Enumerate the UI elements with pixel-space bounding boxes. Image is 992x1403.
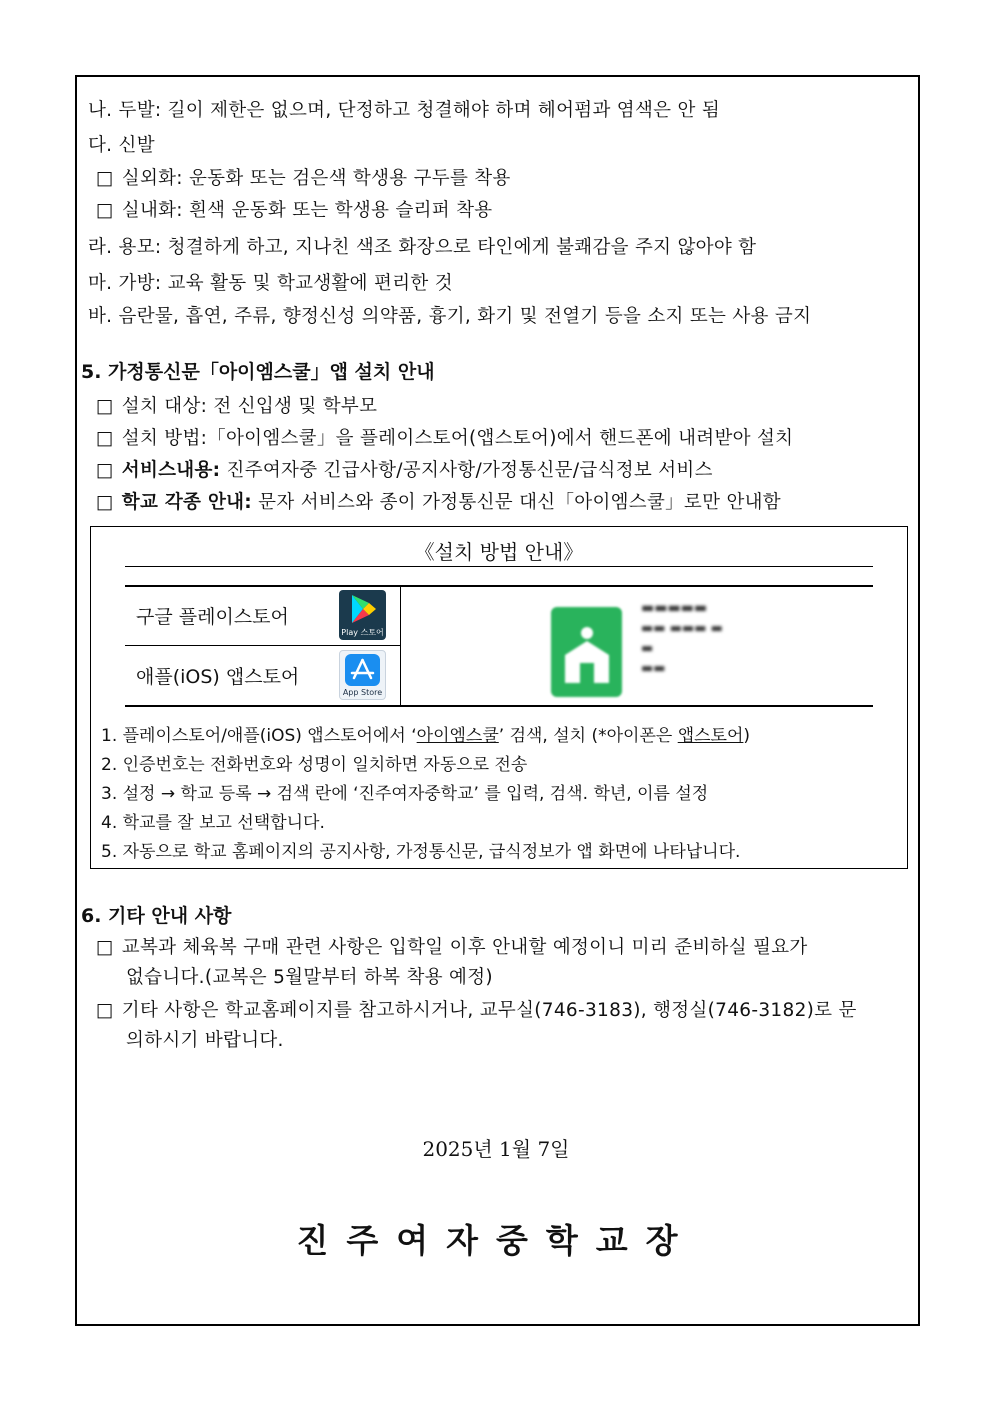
contact-note-item xyxy=(96,996,857,1022)
step-1-text-mid: ’ 검색, 설치 (*아이폰은 xyxy=(498,726,678,746)
service-text: 진주여자중 긴급사항/공지사항/가정통신문/급식정보 서비스 xyxy=(220,460,713,481)
checkbox-icon: □ xyxy=(96,492,114,513)
uniform-note-item xyxy=(96,933,808,959)
step-1-app-name: 아이엠스쿨 xyxy=(416,726,499,746)
bag-rule: 마. 가방: 교육 활동 및 학교생활에 편리한 것 xyxy=(88,273,453,294)
uniform-note-line1: 교복과 체육복 구매 관련 사항은 입학일 이후 안내할 예정이니 미리 준비하실 필요가 xyxy=(121,937,808,958)
divider xyxy=(125,705,873,707)
app-store-icon xyxy=(339,650,386,700)
indoor-shoes-text: 실내화: 흰색 운동화 또는 학생용 슬리퍼 착용 xyxy=(121,200,493,221)
principal-signature: 진주여자중학교장 xyxy=(296,1221,696,1260)
shoes-heading: 다. 신발 xyxy=(88,135,155,156)
google-play-caption: Play 스토어 xyxy=(341,628,384,637)
checkbox-icon: □ xyxy=(96,168,114,189)
outdoor-shoes-item xyxy=(96,164,511,190)
install-step-5: 5. 자동으로 학교 홈페이지의 공지사항, 가정통신문, 급식정보가 앱 화면에 나타납니다. xyxy=(101,842,741,862)
play-triangle-icon xyxy=(339,590,386,630)
install-method-item xyxy=(96,424,793,450)
appearance-rule: 라. 용모: 청결하게 하고, 지나친 색조 화장으로 타인에게 불쾌감을 주지 않아야 함 xyxy=(88,237,757,258)
uniform-note-line2: 없습니다.(교복은 5월말부터 하복 착용 예정) xyxy=(126,967,493,988)
contact-note-line1: 기타 사항은 학교홈페이지를 참고하시거나, 교무실(746-3183), 행정실(746-3182)로 문 xyxy=(121,1000,857,1021)
install-step-4: 4. 학교를 잘 보고 선택합니다. xyxy=(101,813,325,833)
divider xyxy=(125,585,873,587)
install-step-3: 3. 설정 → 학교 등록 → 검색 란에 ‘진주여자중학교’ 를 입력, 검색. 학년, 이름 설정 xyxy=(101,784,709,804)
step-1-text: 1. 플레이스토어/애플(iOS) 앱스토어에서 ‘ xyxy=(101,726,417,746)
checkbox-icon: □ xyxy=(96,937,114,958)
outdoor-shoes-text: 실외화: 운동화 또는 검은색 학생용 구두를 착용 xyxy=(121,168,511,189)
notice-item xyxy=(96,488,781,514)
notice-label: 학교 각종 안내: xyxy=(121,492,252,513)
service-label: 서비스내용: xyxy=(121,460,221,481)
checkbox-icon: □ xyxy=(96,396,114,417)
app-store-caption: App Store xyxy=(342,688,383,697)
notice-text: 문자 서비스와 종이 가정통신문 대신「아이엠스쿨」로만 안내함 xyxy=(252,492,781,513)
divider xyxy=(400,587,401,705)
hair-rule: 나. 두발: 길이 제한은 없으며, 단정하고 청결해야 하며 헤어펌과 염색은 안 됨 xyxy=(88,100,721,121)
install-method-text: 설치 방법:「아이엠스쿨」을 플레이스토어(앱스토어)에서 핸드폰에 내려받아 설치 xyxy=(121,428,794,449)
section5-heading: 5. 가정통신문「아이엠스쿨」앱 설치 안내 xyxy=(81,361,435,383)
checkbox-icon: □ xyxy=(96,460,114,481)
step-1-appstore: 앱스토어 xyxy=(677,726,744,746)
install-step-1 xyxy=(101,721,750,746)
section6-heading: 6. 기타 안내 사항 xyxy=(81,905,232,927)
checkbox-icon: □ xyxy=(96,200,114,221)
checkbox-icon: □ xyxy=(96,1000,114,1021)
indoor-shoes-item xyxy=(96,196,492,222)
divider xyxy=(125,645,400,646)
install-target-item xyxy=(96,392,377,418)
contact-note-line2: 의하시기 바랍니다. xyxy=(126,1030,284,1051)
install-guide-title: 《설치 방법 안내》 xyxy=(414,540,584,564)
checkbox-icon: □ xyxy=(96,428,114,449)
divider xyxy=(125,566,873,567)
step-1-text-end: ) xyxy=(743,726,751,746)
app-store-label: 애플(iOS) 앱스토어 xyxy=(136,666,300,688)
google-play-label: 구글 플레이스토어 xyxy=(136,606,289,628)
install-target-text: 설치 대상: 전 신입생 및 학부모 xyxy=(121,396,378,417)
document-date: 2025년 1월 7일 xyxy=(422,1137,570,1161)
install-step-2: 2. 인증번호는 전화번호와 성명이 일치하면 자동으로 전송 xyxy=(101,755,528,775)
service-item xyxy=(96,456,713,482)
google-play-icon xyxy=(339,590,386,640)
blurred-app-info: ▬▬▬▬▬ ▬▬ ▬▬▬ ▬ ▬ ▬▬ xyxy=(641,600,723,676)
iamschool-app-icon xyxy=(551,607,622,697)
app-store-a-icon xyxy=(340,651,385,689)
prohibited-rule: 바. 음란물, 흡연, 주류, 향정신성 의약품, 흉기, 화기 및 전열기 등을 소지 또는 사용 금지 xyxy=(88,306,812,327)
